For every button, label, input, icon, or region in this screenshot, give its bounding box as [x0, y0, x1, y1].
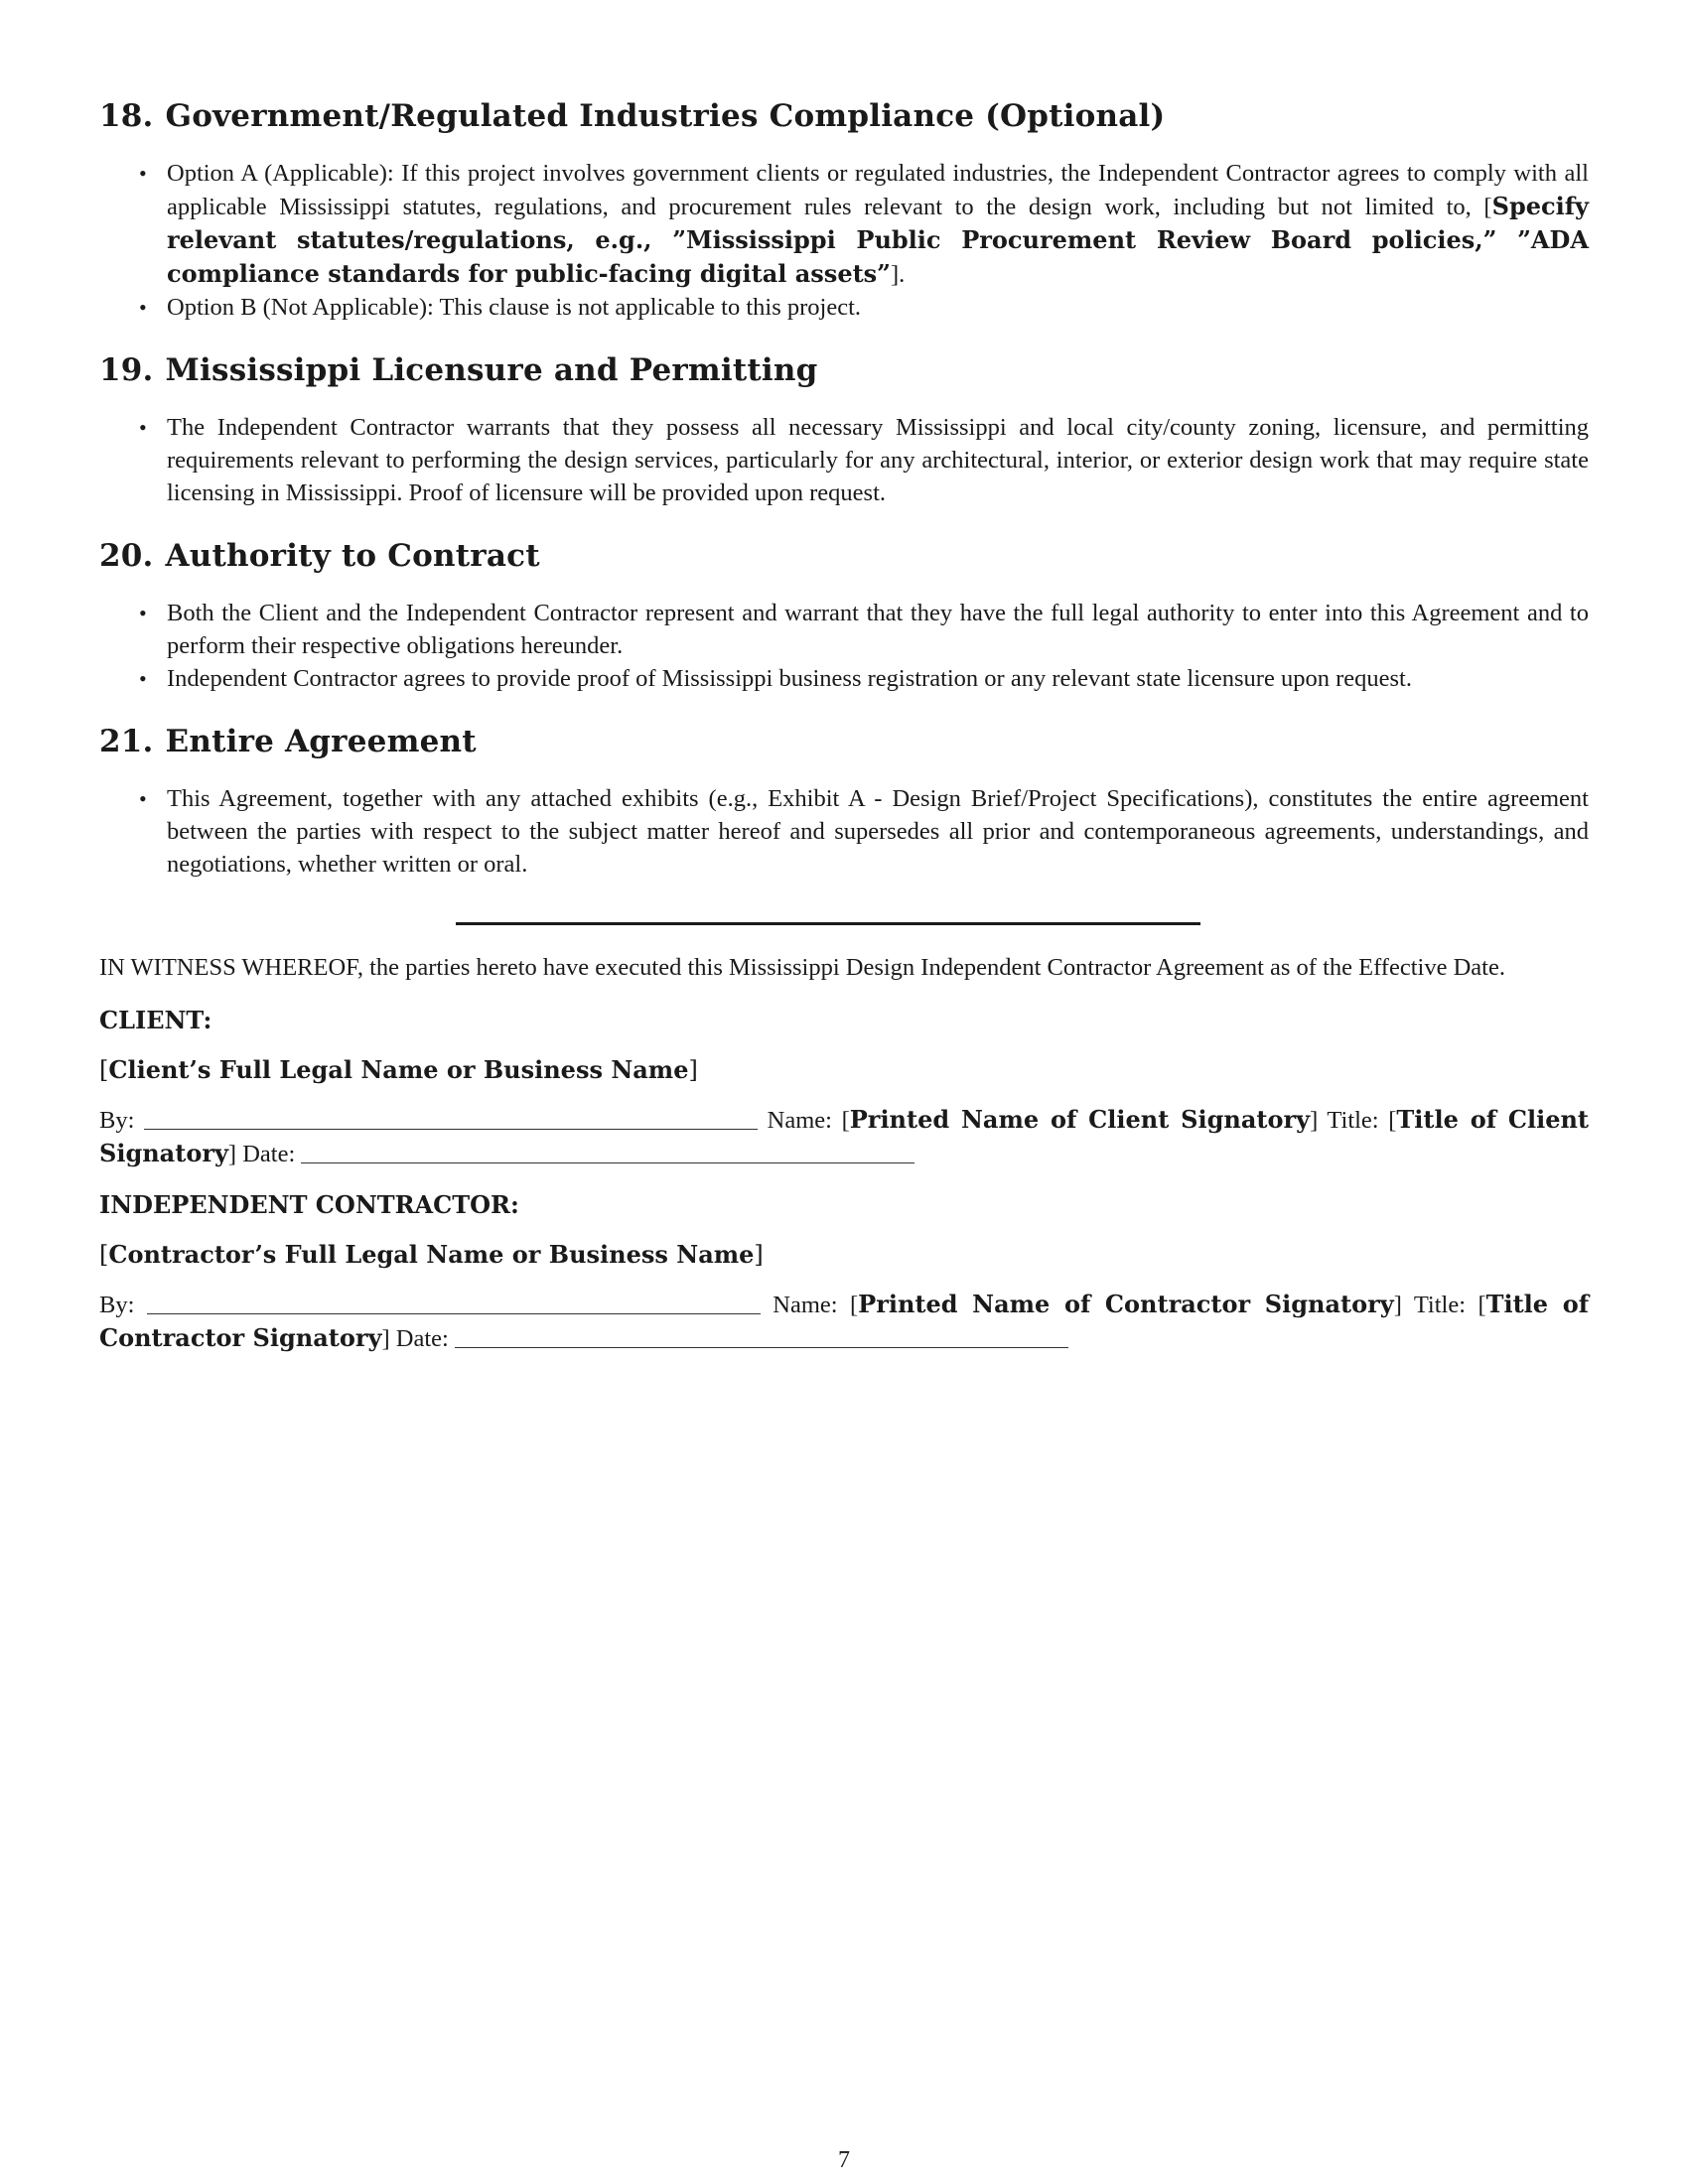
section-number: 20.	[99, 538, 154, 574]
name-label: Name:	[773, 1292, 838, 1318]
contractor-signature-block: By: Name: [Printed Name of Contractor Signatory] Title: [Title of Contractor Signatory] Date:	[99, 1290, 1590, 1352]
section-title: Mississippi Licensure and Permitting	[165, 352, 818, 388]
contractor-printed-name: Printed Name of Contractor Signatory	[858, 1290, 1394, 1318]
section-20	[99, 535, 1589, 695]
title-label: Title:	[1327, 1107, 1379, 1134]
bullet-icon: •	[139, 786, 147, 811]
bullet-list	[99, 597, 1589, 695]
bullet-list	[99, 782, 1589, 881]
date-label: Date:	[395, 1325, 449, 1352]
section-heading	[99, 721, 1589, 762]
section-number: 18.	[99, 98, 154, 134]
client-signature-block: By: Name: [Printed Name of Client Signatory] Title: [Title of Client Signatory] Date:	[99, 1105, 1590, 1167]
list-item	[99, 291, 1589, 324]
bullet-icon: •	[139, 415, 147, 440]
contractor-name-text: Contractor’s Full Legal Name or Business Name	[108, 1240, 755, 1269]
list-item	[99, 782, 1589, 881]
client-title-value: Title of Client Signatory	[99, 1105, 1590, 1167]
list-item	[99, 157, 1589, 291]
contractor-heading: INDEPENDENT CONTRACTOR:	[99, 1190, 519, 1219]
page-number: 7	[838, 2147, 850, 2173]
contractor-name-placeholder: [Contractor’s Full Legal Name or Business Name]	[99, 1240, 764, 1269]
bullet-icon: •	[139, 161, 147, 186]
contractor-title-value: Title of Contractor Signatory	[99, 1290, 1590, 1352]
contractor-signature-line[interactable]	[147, 1292, 761, 1314]
bullet-text: Both the Client and the Independent Contractor represent and warrant that they have the full legal authority to enter into this Agreement and to perform their respective obligations hereunder.	[167, 600, 1589, 659]
by-label: By:	[99, 1107, 135, 1134]
section-title: Authority to Contract	[165, 538, 540, 574]
section-18	[99, 95, 1589, 324]
client-date-line[interactable]	[301, 1141, 914, 1163]
list-item	[99, 662, 1589, 695]
date-label: Date:	[242, 1141, 296, 1167]
bullet-icon: •	[139, 601, 147, 625]
client-heading: CLIENT:	[99, 1006, 212, 1034]
witness-statement: IN WITNESS WHEREOF, the parties hereto have executed this Mississippi Design Independent Contractor Agreement as of the Effective Date.	[99, 954, 1505, 981]
bullet-text: This Agreement, together with any attached exhibits (e.g., Exhibit A - Design Brief/Project Specifications), constitutes the entire agreement between the parties with respect to the subject matter hereof and supersedes all prior and contemporaneous agreements, understandings, and negotiations, whether written or oral.	[167, 785, 1589, 878]
name-label: Name:	[767, 1107, 832, 1134]
section-19	[99, 349, 1589, 509]
bullet-text-after: ].	[891, 261, 906, 288]
section-title: Government/Regulated Industries Compliance (Optional)	[165, 98, 1166, 134]
contractor-date-line[interactable]	[455, 1325, 1068, 1348]
client-name-placeholder: [Client’s Full Legal Name or Business Name]	[99, 1055, 698, 1084]
bullet-icon: •	[139, 295, 147, 320]
bullet-text: The Independent Contractor warrants that they possess all necessary Mississippi and local city/county zoning, licensure, and permitting requirements relevant to performing the design services, particularly for any architectural, interior, or exterior design work that may require state licensing in Mississippi. Proof of licensure will be provided upon request.	[167, 414, 1589, 506]
section-heading	[99, 95, 1589, 137]
client-signature-line[interactable]	[144, 1107, 758, 1130]
section-number: 19.	[99, 352, 154, 388]
list-item	[99, 411, 1589, 509]
bullet-bold-text: Specify relevant statutes/regulations, e.g., ”Mississippi Public Procurement Review Board policies,” ”ADA compliance standards for public-facing digital assets”	[167, 192, 1589, 288]
client-name-text: Client’s Full Legal Name or Business Name	[108, 1055, 689, 1084]
section-21	[99, 721, 1589, 881]
client-printed-name: Printed Name of Client Signatory	[849, 1105, 1311, 1134]
horizontal-divider	[456, 922, 1200, 925]
bullet-text: Option A (Applicable): If this project involves government clients or regulated industries, the Independent Contractor agrees to comply with all applicable Mississippi statutes, regulations, and procurement rules relevant to the design work, including but not limited to, [	[167, 160, 1589, 220]
bullet-text: Independent Contractor agrees to provide proof of Mississippi business registration or any relevant state licensure upon request.	[167, 665, 1412, 692]
list-item	[99, 597, 1589, 662]
document-page	[99, 95, 1589, 1373]
section-heading	[99, 349, 1589, 391]
title-label: Title:	[1413, 1292, 1467, 1318]
section-title: Entire Agreement	[165, 724, 477, 759]
bullet-text: Option B (Not Applicable): This clause is not applicable to this project.	[167, 294, 862, 321]
by-label: By:	[99, 1292, 135, 1318]
section-number: 21.	[99, 724, 154, 759]
bullet-icon: •	[139, 666, 147, 691]
bullet-list	[99, 411, 1589, 509]
bullet-list	[99, 157, 1589, 324]
section-heading	[99, 535, 1589, 577]
